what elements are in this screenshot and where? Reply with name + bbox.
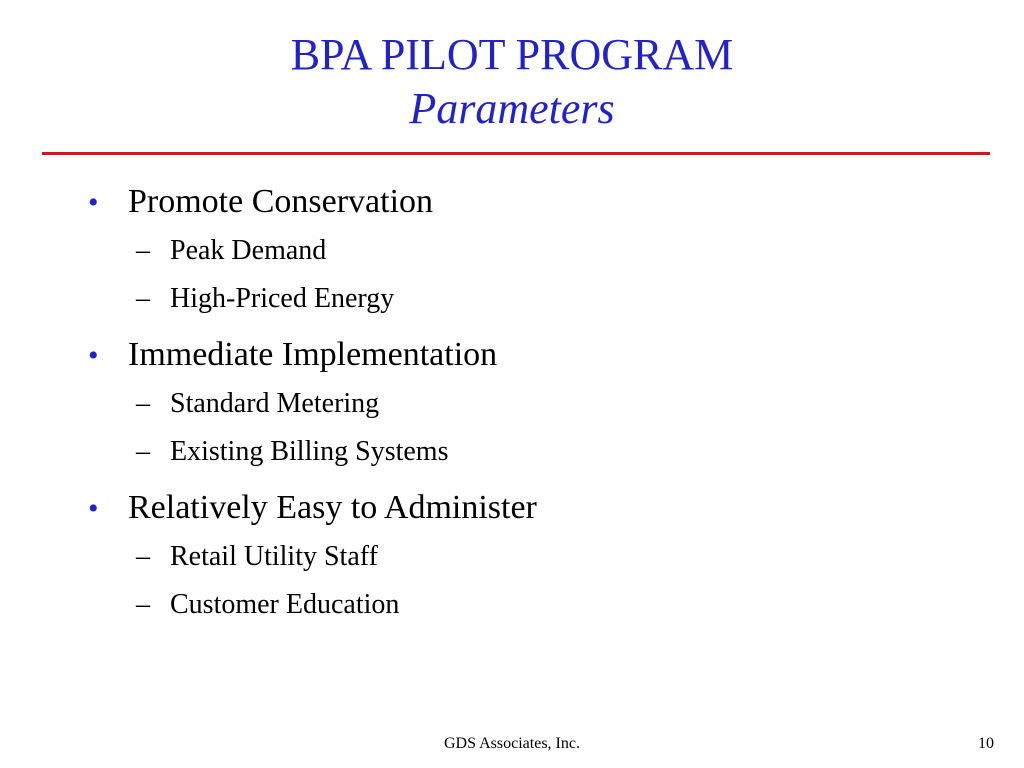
dash-icon: – (136, 541, 150, 572)
sub-bullet-item (136, 227, 964, 275)
bullet-point-icon: • (88, 186, 99, 219)
slide-title: BPA PILOT PROGRAM (290, 30, 734, 79)
dash-icon: – (136, 388, 150, 419)
sub-bullet-list (84, 533, 964, 629)
sub-bullet-list (84, 380, 964, 476)
bullet-item (84, 484, 964, 629)
dash-icon: – (136, 589, 150, 620)
bullet-item (84, 331, 964, 476)
sub-bullet-text: Customer Education (170, 589, 400, 620)
sub-bullet-item (136, 275, 964, 323)
sub-bullet-text: High-Priced Energy (170, 283, 395, 314)
bullet-point-icon: • (88, 492, 99, 525)
dash-icon: – (136, 283, 150, 314)
dash-icon: – (136, 235, 150, 266)
sub-bullet-item (136, 428, 964, 476)
page-number: 10 (978, 735, 994, 752)
sub-bullet-item (136, 380, 964, 428)
bullet-item (84, 178, 964, 323)
bullet-text: Relatively Easy to Administer (128, 489, 537, 526)
footer-company: GDS Associates, Inc. (444, 735, 580, 752)
dash-icon: – (136, 436, 150, 467)
sub-bullet-text: Existing Billing Systems (170, 436, 449, 467)
bullet-text: Immediate Implementation (128, 336, 498, 373)
title-divider (42, 152, 990, 155)
sub-bullet-item (136, 581, 964, 629)
bullet-point-icon: • (88, 339, 99, 372)
slide-subtitle: Parameters (409, 84, 615, 133)
sub-bullet-text: Peak Demand (170, 235, 327, 266)
sub-bullet-list (84, 227, 964, 323)
sub-bullet-item (136, 533, 964, 581)
sub-bullet-text: Retail Utility Staff (170, 541, 378, 572)
sub-bullet-text: Standard Metering (170, 388, 380, 419)
title-block (0, 28, 1024, 136)
bullet-list (84, 178, 964, 637)
bullet-text: Promote Conservation (128, 183, 434, 220)
